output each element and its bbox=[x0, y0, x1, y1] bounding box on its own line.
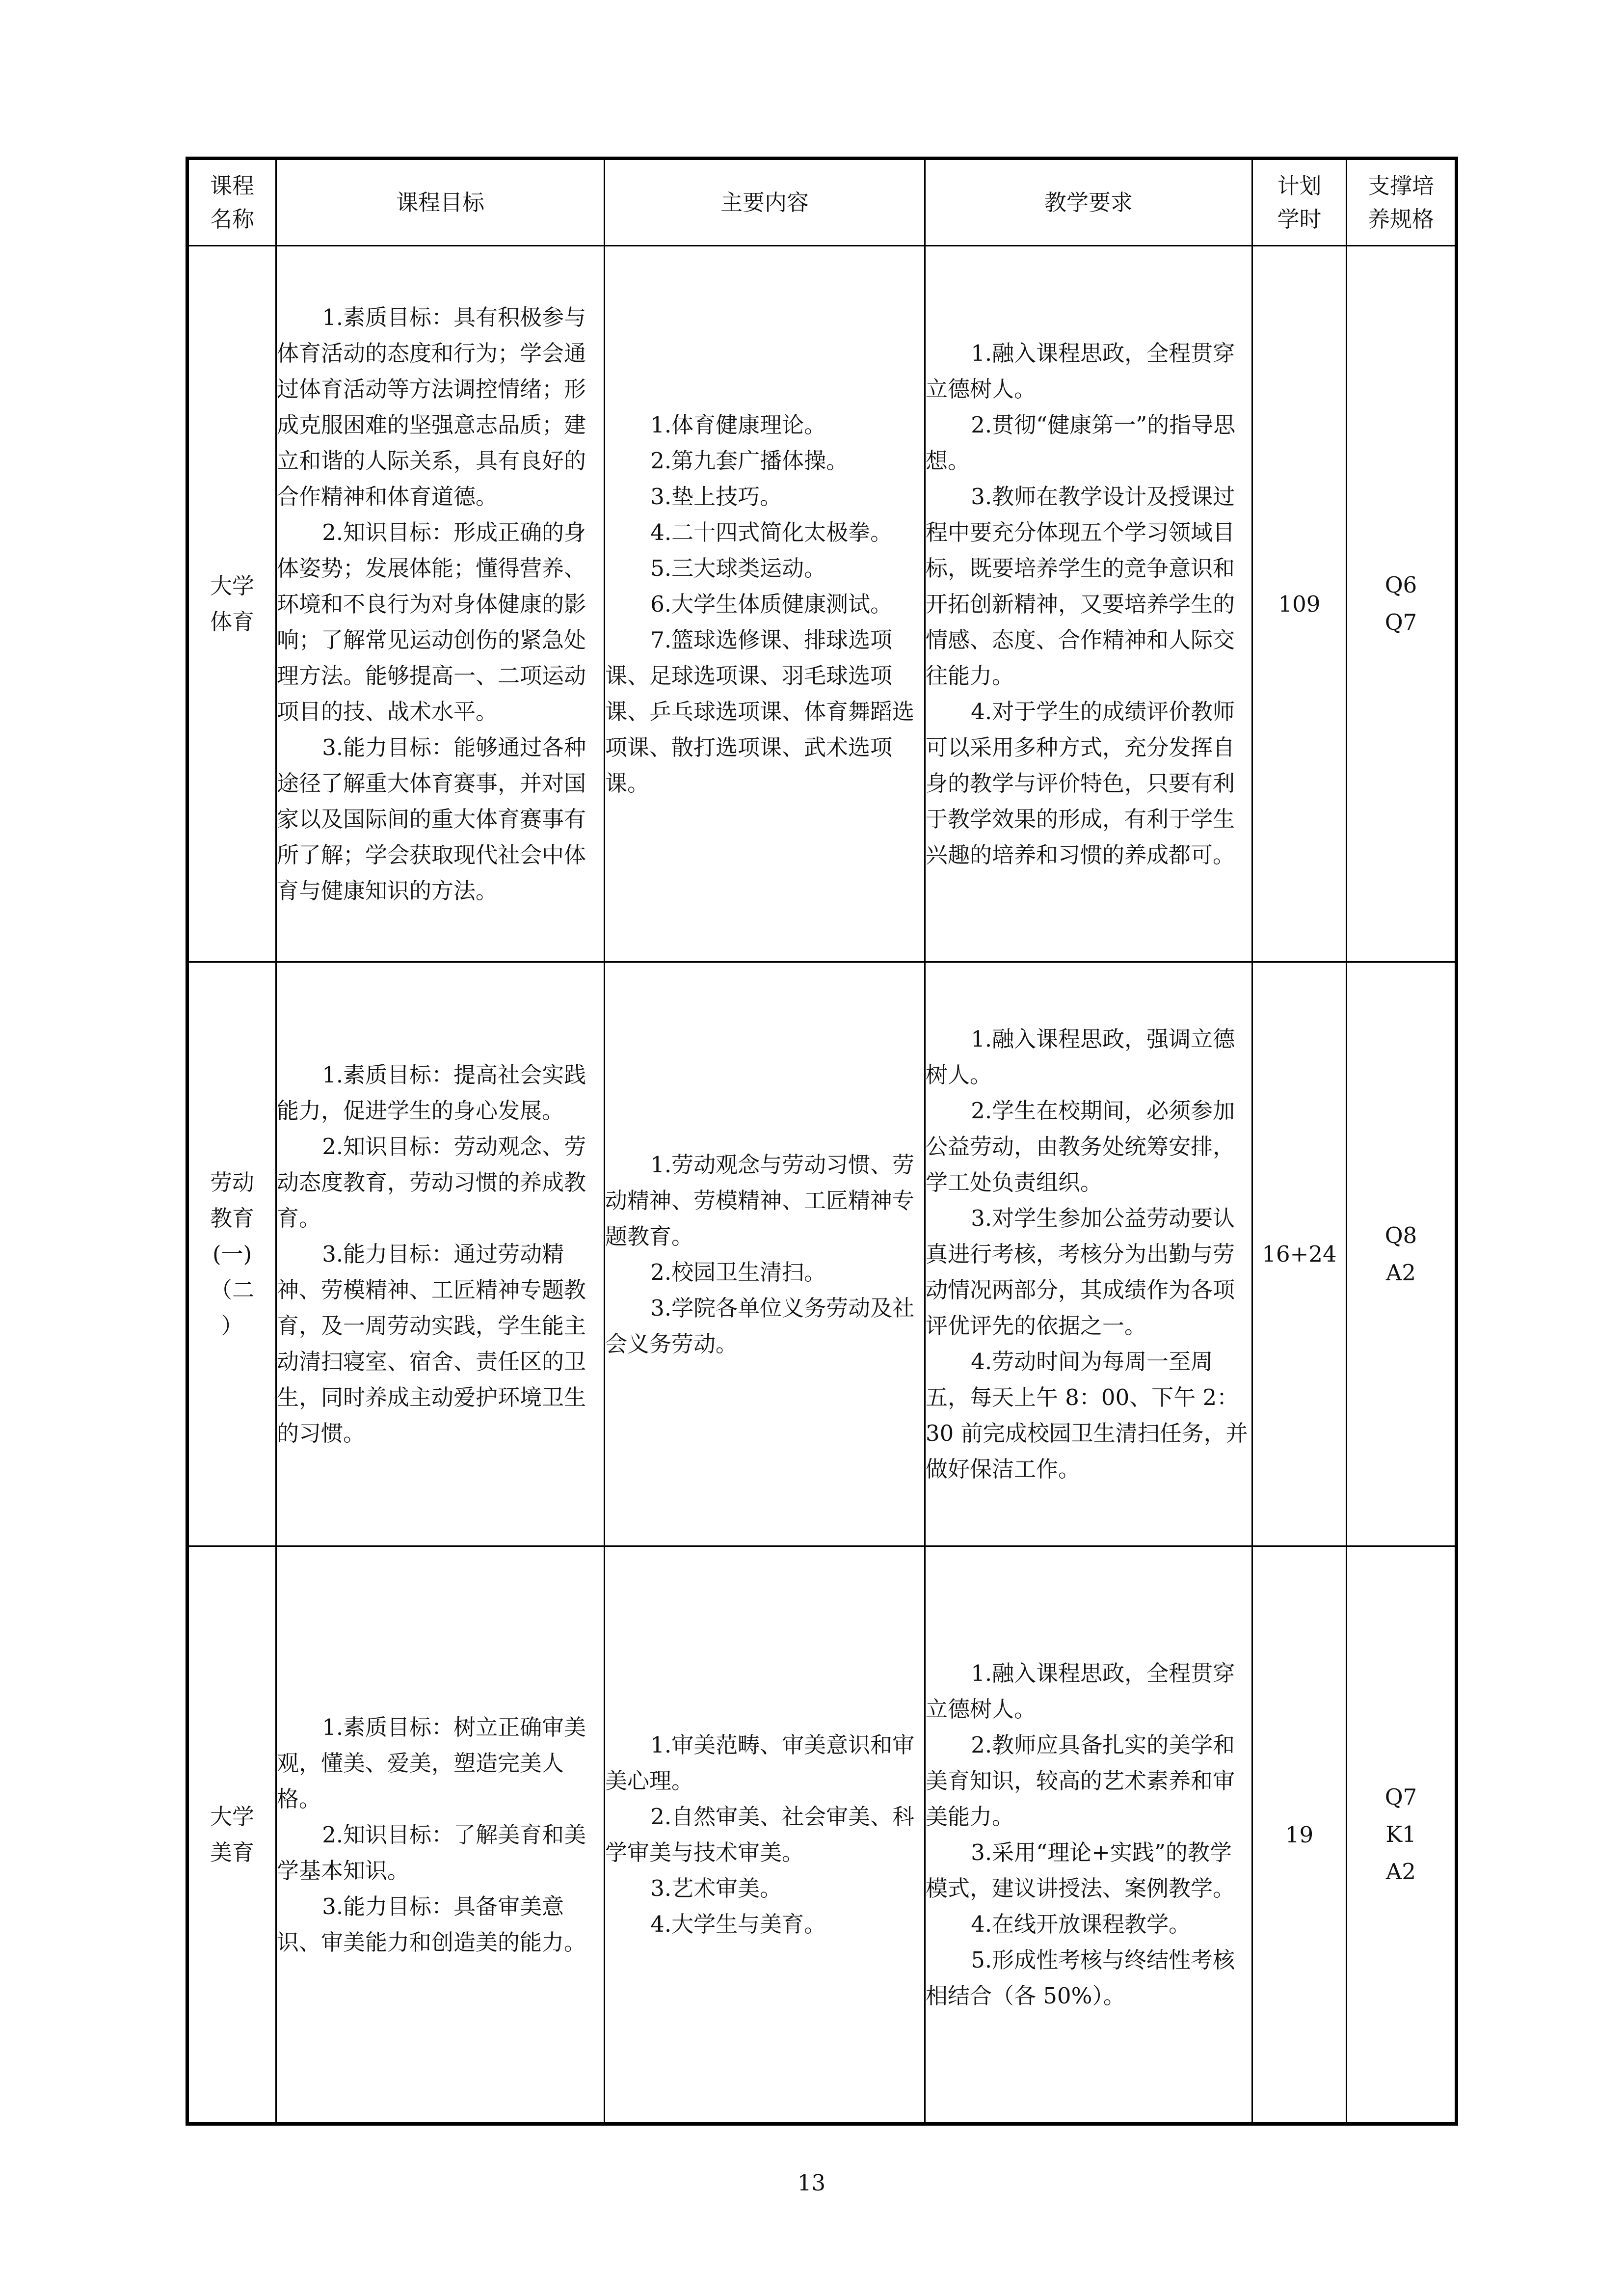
course-name-line: ） bbox=[221, 1313, 243, 1339]
goal-item: 1.素质目标：树立正确审美观，懂美、爱美，塑造完美人格。 bbox=[277, 1714, 586, 1812]
page-number: 13 bbox=[797, 2170, 826, 2196]
goal-item: 2.知识目标：形成正确的身体姿势；发展体能；懂得营养、环境和不良行为对身体健康的影响；了解常见运动创伤的紧急处理方法。能够提高一、二项运动项目的技、战术水平。 bbox=[277, 519, 586, 725]
support-spec-code: Q7 bbox=[1384, 609, 1417, 635]
table-row bbox=[187, 1546, 1457, 2124]
support-spec-cell bbox=[1347, 962, 1457, 1546]
requirement-item: 3.采用“理论+实践”的教学模式，建议讲授法、案例教学。 bbox=[926, 1839, 1235, 1901]
teaching-requirements-cell bbox=[925, 1546, 1252, 2124]
header-hours-line: 学时 bbox=[1277, 206, 1322, 232]
requirement-item: 1.融入课程思政，全程贯穿立德树人。 bbox=[926, 340, 1235, 402]
course-name-line: （二 bbox=[210, 1277, 254, 1303]
content-item: 4.大学生与美育。 bbox=[650, 1911, 826, 1937]
goal-item: 2.知识目标：劳动观念、劳动态度教育，劳动习惯的养成教育。 bbox=[277, 1134, 586, 1231]
teaching-requirements-cell bbox=[925, 962, 1252, 1546]
header-support bbox=[1347, 159, 1457, 246]
content-item: 1.体育健康理论。 bbox=[650, 411, 826, 438]
content-item: 4.二十四式简化太极拳。 bbox=[650, 519, 893, 545]
requirement-item: 2.学生在校期间，必须参加公益劳动，由教务处统筹安排，学工处负责组织。 bbox=[926, 1098, 1235, 1195]
course-name-line: (一) bbox=[212, 1241, 252, 1267]
support-spec-code: Q6 bbox=[1384, 572, 1417, 598]
support-spec-code: A2 bbox=[1385, 1859, 1416, 1885]
requirement-item: 4.劳动时间为每周一至周五，每天上午 8：00、下午 2：30 前完成校园卫生清扫任务，并做好保洁工作。 bbox=[926, 1349, 1248, 1482]
header-content: 主要内容 bbox=[605, 159, 925, 246]
course-name-cell bbox=[187, 246, 276, 962]
content-item: 3.垫上技巧。 bbox=[650, 483, 782, 510]
table-row bbox=[187, 962, 1457, 1546]
course-table bbox=[186, 157, 1458, 2126]
course-goals-cell bbox=[276, 246, 605, 962]
content-item: 5.三大球类运动。 bbox=[650, 555, 826, 581]
content-item: 3.学院各单位义务劳动及社会义务劳动。 bbox=[605, 1295, 915, 1357]
header-course-name-line: 课程 bbox=[210, 172, 254, 199]
support-spec-code: K1 bbox=[1385, 1821, 1416, 1847]
header-support-line: 养规格 bbox=[1367, 206, 1434, 232]
content-item: 2.校园卫生清扫。 bbox=[650, 1259, 826, 1285]
course-name-line: 美育 bbox=[210, 1839, 254, 1865]
content-item: 2.自然审美、社会审美、科学审美与技术审美。 bbox=[605, 1804, 915, 1865]
header-support-line: 支撑培 bbox=[1367, 172, 1434, 199]
course-name-line: 体育 bbox=[210, 609, 254, 635]
content-item: 6.大学生体质健康测试。 bbox=[650, 591, 893, 617]
support-spec-cell bbox=[1347, 1546, 1457, 2124]
requirement-item: 5.形成性考核与终结性考核相结合（各 50%）。 bbox=[926, 1947, 1235, 2009]
course-goals-cell bbox=[276, 962, 605, 1546]
requirement-item: 2.贯彻“健康第一”的指导思想。 bbox=[926, 411, 1236, 474]
header-course-name-line: 名称 bbox=[210, 206, 254, 232]
goal-item: 3.能力目标：能够通过各种途径了解重大体育赛事，并对国家以及国际间的重大体育赛事有所了解；学会获取现代社会中体育与健康知识的方法。 bbox=[277, 734, 586, 904]
support-spec-cell bbox=[1347, 246, 1457, 962]
header-requirements: 教学要求 bbox=[925, 159, 1252, 246]
content-item: 3.艺术审美。 bbox=[650, 1875, 782, 1901]
planned-hours-cell: 109 bbox=[1252, 246, 1347, 962]
course-name-cell bbox=[187, 962, 276, 1546]
requirement-item: 3.教师在教学设计及授课过程中要充分体现五个学习领域目标，既要培养学生的竞争意识和开拓创新精神，又要培养学生的情感、态度、合作精神和人际交往能力。 bbox=[926, 483, 1235, 689]
support-spec-code: Q8 bbox=[1384, 1222, 1417, 1248]
goal-item: 2.知识目标：了解美育和美学基本知识。 bbox=[277, 1821, 586, 1884]
course-content-cell bbox=[605, 962, 925, 1546]
requirement-item: 3.对学生参加公益劳动要认真进行考核，考核分为出勤与劳动情况两部分，其成绩作为各项评优评先的依据之一。 bbox=[926, 1205, 1235, 1339]
requirement-item: 4.在线开放课程教学。 bbox=[971, 1911, 1191, 1937]
goal-item: 1.素质目标：具有积极参与体育活动的态度和行为；学会通过体育活动等方法调控情绪；形成克服困难的坚强意志品质；建立和谐的人际关系，具有良好的合作精神和体育道德。 bbox=[277, 304, 586, 510]
course-content-cell bbox=[605, 1546, 925, 2124]
header-goals: 课程目标 bbox=[276, 159, 605, 246]
support-spec-code: Q7 bbox=[1384, 1784, 1417, 1810]
course-content-cell bbox=[605, 246, 925, 962]
requirement-item: 1.融入课程思政，强调立德树人。 bbox=[926, 1026, 1235, 1088]
content-item: 7.篮球选修课、排球选项课、足球选项课、羽毛球选项课、乒乓球选项课、体育舞蹈选项课、散打选项课、武术选项课。 bbox=[605, 626, 915, 796]
content-item: 2.第九套广播体操。 bbox=[650, 447, 849, 474]
support-spec-code: A2 bbox=[1385, 1259, 1416, 1286]
course-goals-cell bbox=[276, 1546, 605, 2124]
table-header-row bbox=[187, 159, 1457, 246]
course-name-line: 大学 bbox=[210, 1804, 254, 1830]
goal-item: 3.能力目标：通过劳动精神、劳模精神、工匠精神专题教育，及一周劳动实践，学生能主动清扫寝室、宿舍、责任区的卫生，同时养成主动爱护环境卫生的习惯。 bbox=[277, 1241, 586, 1446]
planned-hours-cell: 19 bbox=[1252, 1546, 1347, 2124]
table-row bbox=[187, 246, 1457, 962]
goal-item: 1.素质目标：提高社会实践能力，促进学生的身心发展。 bbox=[277, 1062, 586, 1124]
goal-item: 3.能力目标：具备审美意识、审美能力和创造美的能力。 bbox=[277, 1893, 586, 1955]
requirement-item: 1.融入课程思政，全程贯穿立德树人。 bbox=[926, 1660, 1235, 1722]
course-name-cell bbox=[187, 1546, 276, 2124]
header-hours-line: 计划 bbox=[1277, 172, 1322, 199]
planned-hours-cell: 16+24 bbox=[1252, 962, 1347, 1546]
course-name-line: 教育 bbox=[210, 1205, 254, 1231]
teaching-requirements-cell bbox=[925, 246, 1252, 962]
requirement-item: 2.教师应具备扎实的美学和美育知识，较高的艺术素养和审美能力。 bbox=[926, 1732, 1235, 1830]
course-name-line: 大学 bbox=[210, 573, 254, 599]
requirement-item: 4.对于学生的成绩评价教师可以采用多种方式，充分发挥自身的教学与评价特色，只要有利于教学效果的形成，有利于学生兴趣的培养和习惯的养成都可。 bbox=[926, 698, 1235, 868]
header-hours bbox=[1252, 159, 1347, 246]
content-item: 1.审美范畴、审美意识和审美心理。 bbox=[605, 1732, 915, 1794]
course-name-line: 劳动 bbox=[210, 1169, 254, 1195]
header-course-name bbox=[187, 159, 276, 246]
content-item: 1.劳动观念与劳动习惯、劳动精神、劳模精神、工匠精神专题教育。 bbox=[605, 1151, 915, 1249]
